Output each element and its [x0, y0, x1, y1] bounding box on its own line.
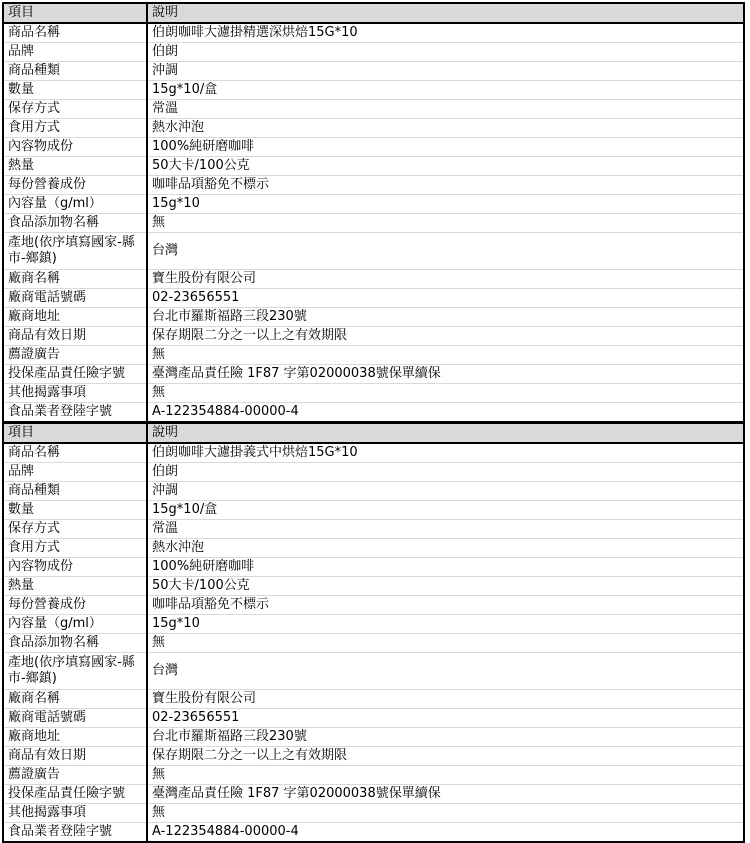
row-label: 其他揭露事項 — [3, 804, 147, 823]
table-row — [3, 81, 744, 100]
table-row — [3, 214, 744, 233]
column-header-item: 項目 — [3, 3, 147, 23]
table-row — [3, 747, 744, 766]
row-label: 品牌 — [3, 463, 147, 482]
row-value: 寶生股份有限公司 — [147, 690, 744, 709]
row-value: 15g*10/盒 — [147, 81, 744, 100]
table-row — [3, 403, 744, 423]
row-value: 沖調 — [147, 482, 744, 501]
row-value: 寶生股份有限公司 — [147, 270, 744, 289]
table-row — [3, 501, 744, 520]
row-value: 咖啡品項豁免不標示 — [147, 176, 744, 195]
table-row — [3, 804, 744, 823]
table-row — [3, 23, 744, 43]
row-label: 廠商地址 — [3, 728, 147, 747]
table-row — [3, 520, 744, 539]
table-row — [3, 634, 744, 653]
row-value: 沖調 — [147, 62, 744, 81]
row-value: 無 — [147, 804, 744, 823]
table-row — [3, 138, 744, 157]
row-value: 無 — [147, 634, 744, 653]
row-value: 02-23656551 — [147, 709, 744, 728]
table-row — [3, 384, 744, 403]
row-label: 薦證廣告 — [3, 766, 147, 785]
row-label: 數量 — [3, 81, 147, 100]
table-row — [3, 43, 744, 62]
row-label: 品牌 — [3, 43, 147, 62]
row-value: 100%純研磨咖啡 — [147, 138, 744, 157]
table-row — [3, 233, 744, 270]
header-row — [3, 423, 744, 443]
row-label: 數量 — [3, 501, 147, 520]
row-label: 熱量 — [3, 577, 147, 596]
row-label: 廠商名稱 — [3, 270, 147, 289]
table-row — [3, 119, 744, 138]
table-row — [3, 176, 744, 195]
row-value: 臺灣產品責任險 1F87 字第02000038號保單續保 — [147, 365, 744, 384]
row-label: 食用方式 — [3, 539, 147, 558]
row-label: 薦證廣告 — [3, 346, 147, 365]
row-label: 食品添加物名稱 — [3, 634, 147, 653]
row-label: 保存方式 — [3, 100, 147, 119]
table-row — [3, 558, 744, 577]
row-value: 15g*10 — [147, 195, 744, 214]
row-label: 商品種類 — [3, 62, 147, 81]
row-value: A-122354884-00000-4 — [152, 824, 299, 839]
column-header-description: 說明 — [147, 3, 744, 23]
row-label: 商品名稱 — [3, 443, 147, 463]
table-row — [3, 100, 744, 119]
row-value: 無 — [147, 766, 744, 785]
header-row — [3, 3, 744, 23]
row-label: 產地(依序填寫國家-縣市-鄉鎮) — [3, 653, 147, 690]
row-value: 伯朗咖啡大濾掛精選深烘焙15G*10 — [147, 23, 744, 43]
row-label: 食品業者登陸字號 — [3, 823, 147, 843]
row-label: 投保產品責任險字號 — [3, 365, 147, 384]
row-label: 食品業者登陸字號 — [3, 403, 147, 423]
table-row — [3, 270, 744, 289]
row-value: 50大卡/100公克 — [147, 157, 744, 176]
column-header-item: 項目 — [3, 423, 147, 443]
row-label: 食品添加物名稱 — [3, 214, 147, 233]
row-value: 無 — [147, 384, 744, 403]
row-label: 商品名稱 — [3, 23, 147, 43]
row-value: A-122354884-00000-4 — [152, 404, 299, 419]
table-row — [3, 346, 744, 365]
row-label: 商品有效日期 — [3, 747, 147, 766]
spec-table-1 — [2, 2, 745, 423]
product-spec-page — [2, 2, 750, 843]
row-value: 臺灣產品責任險 1F87 字第02000038號保單續保 — [147, 785, 744, 804]
row-label: 內容量（g/ml） — [3, 615, 147, 634]
table-row — [3, 785, 744, 804]
table-row — [3, 539, 744, 558]
row-label: 廠商名稱 — [3, 690, 147, 709]
row-label: 保存方式 — [3, 520, 147, 539]
row-label: 商品種類 — [3, 482, 147, 501]
table-row — [3, 327, 744, 346]
table-row — [3, 482, 744, 501]
column-header-description: 說明 — [147, 423, 744, 443]
table-row — [3, 596, 744, 615]
table-row — [3, 308, 744, 327]
table-row — [3, 463, 744, 482]
row-value: 常溫 — [147, 100, 744, 119]
row-label: 每份營養成份 — [3, 596, 147, 615]
table-row — [3, 690, 744, 709]
row-value: 15g*10/盒 — [147, 501, 744, 520]
table-row — [3, 62, 744, 81]
row-label: 投保產品責任險字號 — [3, 785, 147, 804]
table-row — [3, 577, 744, 596]
row-value: 台灣 — [147, 233, 744, 270]
table-row — [3, 653, 744, 690]
row-value: 台灣 — [147, 653, 744, 690]
row-value: 02-23656551 — [147, 289, 744, 308]
row-value: 伯朗咖啡大濾掛義式中烘焙15G*10 — [147, 443, 744, 463]
row-value: 保存期限二分之一以上之有效期限 — [147, 747, 744, 766]
row-value: 熱水沖泡 — [147, 119, 744, 138]
row-value: 100%純研磨咖啡 — [147, 558, 744, 577]
row-label: 每份營養成份 — [3, 176, 147, 195]
table-row — [3, 365, 744, 384]
row-value: 熱水沖泡 — [147, 539, 744, 558]
row-value: 常溫 — [147, 520, 744, 539]
row-label: 其他揭露事項 — [3, 384, 147, 403]
row-label: 內容量（g/ml） — [3, 195, 147, 214]
row-label: 廠商電話號碼 — [3, 289, 147, 308]
table-row — [3, 615, 744, 634]
row-label: 食用方式 — [3, 119, 147, 138]
table-row — [3, 766, 744, 785]
table-row — [3, 289, 744, 308]
row-value: 伯朗 — [147, 463, 744, 482]
row-label: 內容物成份 — [3, 558, 147, 577]
row-value: 15g*10 — [147, 615, 744, 634]
row-value: 台北市羅斯福路三段230號 — [147, 728, 744, 747]
row-label: 廠商電話號碼 — [3, 709, 147, 728]
spec-table-2 — [2, 422, 745, 843]
row-value: 咖啡品項豁免不標示 — [147, 596, 744, 615]
row-value: 無 — [147, 214, 744, 233]
table-row — [3, 195, 744, 214]
row-label: 商品有效日期 — [3, 327, 147, 346]
row-value: 無 — [147, 346, 744, 365]
table-row — [3, 157, 744, 176]
table-row — [3, 443, 744, 463]
row-label: 內容物成份 — [3, 138, 147, 157]
row-label: 廠商地址 — [3, 308, 147, 327]
row-value: 保存期限二分之一以上之有效期限 — [147, 327, 744, 346]
table-row — [3, 823, 744, 843]
table-row — [3, 709, 744, 728]
table-row — [3, 728, 744, 747]
row-label: 產地(依序填寫國家-縣市-鄉鎮) — [3, 233, 147, 270]
row-value: 台北市羅斯福路三段230號 — [147, 308, 744, 327]
row-value: 50大卡/100公克 — [147, 577, 744, 596]
row-value: 伯朗 — [147, 43, 744, 62]
row-label: 熱量 — [3, 157, 147, 176]
